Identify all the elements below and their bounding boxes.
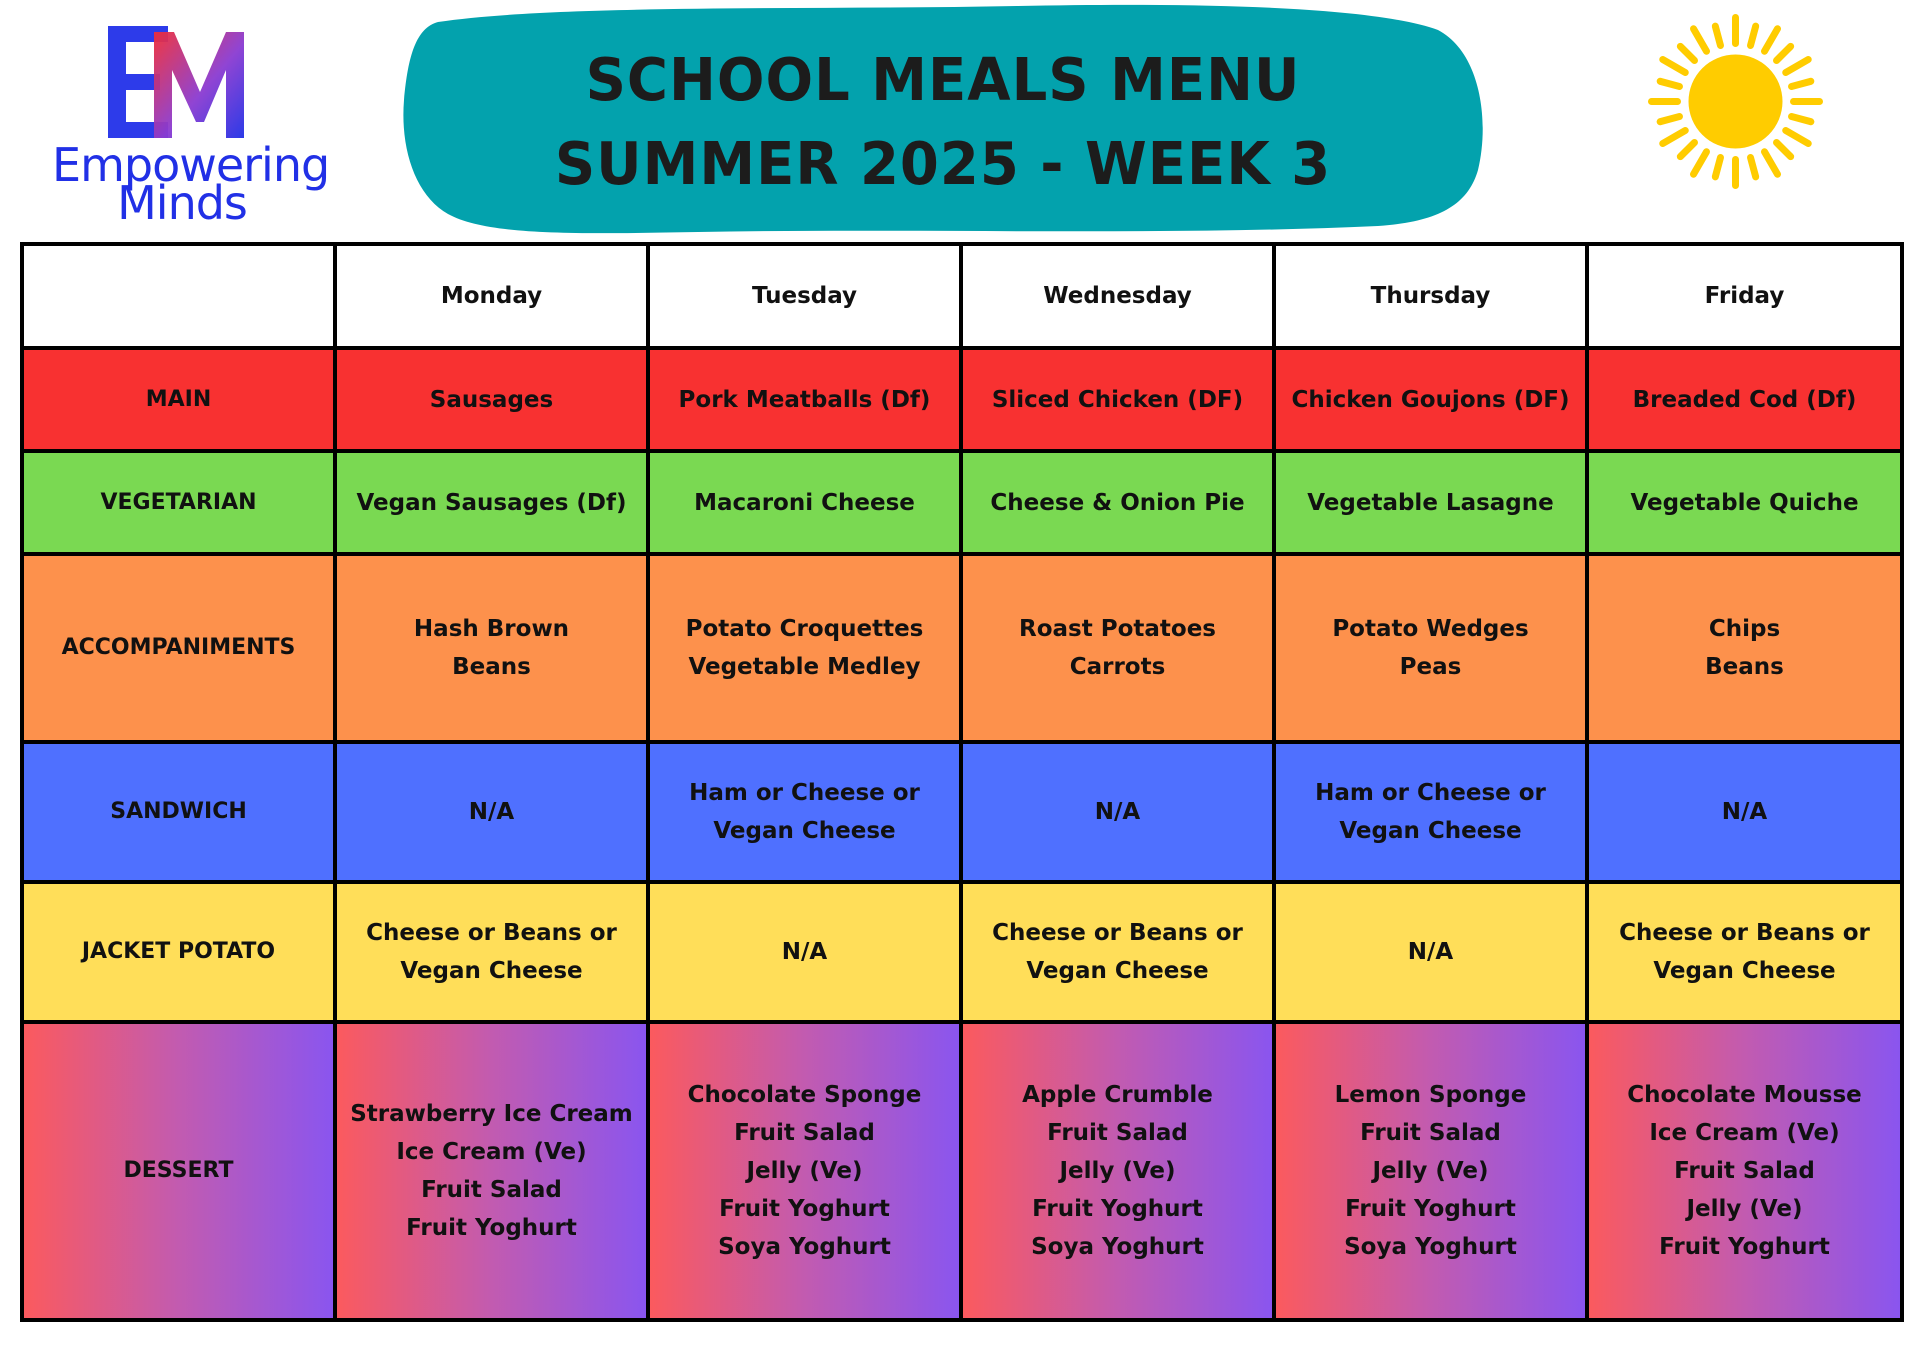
cell-main-wednesday <box>961 348 1274 451</box>
menu-item-line: Fruit Yoghurt <box>1659 1234 1830 1260</box>
cell-dessert-monday <box>335 1022 648 1320</box>
day-header-monday: Monday <box>335 244 648 348</box>
sun-ray <box>1694 152 1707 175</box>
cell-sandwich-tuesday <box>648 742 961 882</box>
brush-stroke-background <box>398 0 1488 236</box>
menu-item-line: Vegan Cheese <box>1026 958 1209 984</box>
logo-text-line1: Empowering <box>52 138 330 192</box>
cell-accompaniments-friday <box>1587 554 1902 742</box>
sun-ray <box>1715 26 1720 45</box>
menu-item-line: Strawberry Ice Cream <box>350 1101 633 1127</box>
menu-item-line: Fruit Yoghurt <box>1032 1196 1203 1222</box>
empowering-minds-logo <box>52 18 330 230</box>
cell-main-friday <box>1587 348 1902 451</box>
row-sandwich <box>22 742 1902 882</box>
menu-item-line: Vegetable Quiche <box>1630 489 1859 516</box>
row-jacket-potato <box>22 882 1902 1022</box>
sun-ray <box>1792 81 1811 86</box>
cell-jacket-potato-wednesday <box>961 882 1274 1022</box>
sun-ray <box>1751 26 1756 45</box>
menu-item-line: Vegan Cheese <box>1653 958 1836 984</box>
title-banner <box>398 0 1488 236</box>
sun-ray <box>1786 60 1809 73</box>
sun-icon <box>1648 14 1823 189</box>
page-title: SCHOOL MEALS MENU <box>585 46 1301 115</box>
menu-item-line: Jelly (Ve) <box>1686 1196 1803 1222</box>
sun-ray <box>1694 29 1707 52</box>
menu-item-line: Soya Yoghurt <box>718 1234 891 1260</box>
sun-ray <box>1777 143 1791 157</box>
header-row <box>22 244 1902 348</box>
cell-main-monday <box>335 348 648 451</box>
menu-item-line: Ice Cream (Ve) <box>396 1139 587 1165</box>
row-label-vegetarian: VEGETARIAN <box>22 451 335 554</box>
cell-sandwich-friday <box>1587 742 1902 882</box>
menu-item-line: Chocolate Mousse <box>1627 1082 1862 1108</box>
menu-item-line: Vegan Cheese <box>400 958 583 984</box>
sun-ray <box>1792 117 1811 122</box>
cell-vegetarian-friday <box>1587 451 1902 554</box>
menu-item-line: Vegetable Lasagne <box>1307 489 1554 516</box>
sun-ray <box>1765 152 1778 175</box>
menu-item-line: Cheese or Beans or <box>992 920 1243 946</box>
menu-item-line: Vegan Sausages (Df) <box>356 489 627 516</box>
menu-item-line: Cheese or Beans or <box>366 920 617 946</box>
sun-ray <box>1777 46 1791 60</box>
menu-item-line: Pork Meatballs (Df) <box>678 386 931 413</box>
cell-dessert-friday <box>1587 1022 1902 1320</box>
logo-text-line2: Minds <box>117 176 247 230</box>
menu-item-line: Vegetable Medley <box>688 654 921 680</box>
corner-cell <box>22 244 335 348</box>
cell-sandwich-monday <box>335 742 648 882</box>
menu-item-line: Chicken Goujons (DF) <box>1291 386 1570 413</box>
menu-item-line: Fruit Salad <box>1674 1158 1815 1184</box>
menu-table <box>20 242 1904 1322</box>
cell-jacket-potato-thursday <box>1274 882 1587 1022</box>
menu-item-line: Apple Crumble <box>1022 1082 1213 1108</box>
cell-accompaniments-tuesday <box>648 554 961 742</box>
cell-main-thursday <box>1274 348 1587 451</box>
menu-item-line: Breaded Cod (Df) <box>1632 386 1857 413</box>
cell-main-tuesday <box>648 348 961 451</box>
day-header-tuesday: Tuesday <box>648 244 961 348</box>
row-label-dessert: DESSERT <box>22 1022 335 1320</box>
menu-item-line: Soya Yoghurt <box>1344 1234 1517 1260</box>
menu-item-line: Carrots <box>1069 654 1166 680</box>
menu-item-line: Soya Yoghurt <box>1031 1234 1204 1260</box>
cell-accompaniments-monday <box>335 554 648 742</box>
menu-item-line: Lemon Sponge <box>1334 1082 1527 1108</box>
cell-sandwich-thursday <box>1274 742 1587 882</box>
menu-item-line: Beans <box>452 654 531 680</box>
menu-item-line: Jelly (Ve) <box>746 1158 863 1184</box>
row-label-main: MAIN <box>22 348 335 451</box>
menu-item-line: Fruit Yoghurt <box>1345 1196 1516 1222</box>
menu-item-line: Cheese or Beans or <box>1619 920 1870 946</box>
menu-item-line: Jelly (Ve) <box>1059 1158 1176 1184</box>
row-accompaniments <box>22 554 1902 742</box>
menu-item-line: Fruit Salad <box>1360 1120 1501 1146</box>
menu-item-line: Hash Brown <box>413 616 570 642</box>
cell-dessert-thursday <box>1274 1022 1587 1320</box>
menu-item-line: Sliced Chicken (DF) <box>991 386 1244 413</box>
cell-vegetarian-monday <box>335 451 648 554</box>
menu-item-line: Ham or Cheese or <box>689 780 920 806</box>
menu-item-line: Sausages <box>429 386 554 413</box>
menu-item-line: Beans <box>1705 654 1784 680</box>
sun-ray <box>1663 60 1686 73</box>
sun-ray <box>1663 131 1686 144</box>
menu-item-line: Chocolate Sponge <box>687 1082 922 1108</box>
em-logo-mark-icon <box>98 18 248 150</box>
menu-item-line: Fruit Yoghurt <box>406 1215 577 1241</box>
menu-item-line: Vegan Cheese <box>713 818 896 844</box>
sun-ray <box>1786 131 1809 144</box>
menu-item-line: N/A <box>1094 799 1141 825</box>
cell-jacket-potato-monday <box>335 882 648 1022</box>
cell-vegetarian-wednesday <box>961 451 1274 554</box>
cell-jacket-potato-tuesday <box>648 882 961 1022</box>
menu-item-line: N/A <box>1721 799 1768 825</box>
sun-ray <box>1660 117 1679 122</box>
menu-item-line: N/A <box>468 799 515 825</box>
sun-ray <box>1715 158 1720 177</box>
menu-item-line: Vegan Cheese <box>1339 818 1522 844</box>
cell-sandwich-wednesday <box>961 742 1274 882</box>
day-header-wednesday: Wednesday <box>961 244 1274 348</box>
row-vegetarian <box>22 451 1902 554</box>
menu-item-line: Potato Wedges <box>1332 616 1529 642</box>
cell-dessert-tuesday <box>648 1022 961 1320</box>
menu-item-line: Fruit Salad <box>1047 1120 1188 1146</box>
menu-item-line: Potato Croquettes <box>685 616 924 642</box>
menu-item-line: Cheese & Onion Pie <box>990 489 1245 516</box>
sun-ray <box>1680 143 1694 157</box>
sun-ray <box>1765 29 1778 52</box>
row-label-accompaniments: ACCOMPANIMENTS <box>22 554 335 742</box>
row-label-sandwich: SANDWICH <box>22 742 335 882</box>
sun-ray <box>1660 81 1679 86</box>
menu-item-line: Roast Potatoes <box>1019 616 1216 642</box>
cell-dessert-wednesday <box>961 1022 1274 1320</box>
menu-item-line: Fruit Salad <box>421 1177 562 1203</box>
menu-item-line: N/A <box>1407 939 1454 965</box>
menu-item-line: Chips <box>1708 616 1781 642</box>
menu-item-line: Fruit Yoghurt <box>719 1196 890 1222</box>
cell-accompaniments-wednesday <box>961 554 1274 742</box>
cell-accompaniments-thursday <box>1274 554 1587 742</box>
row-main <box>22 348 1902 451</box>
day-header-thursday: Thursday <box>1274 244 1587 348</box>
cell-vegetarian-thursday <box>1274 451 1587 554</box>
day-header-friday: Friday <box>1587 244 1902 348</box>
cell-jacket-potato-friday <box>1587 882 1902 1022</box>
menu-item-line: Jelly (Ve) <box>1372 1158 1489 1184</box>
menu-item-line: Ham or Cheese or <box>1315 780 1546 806</box>
menu-item-line: Fruit Salad <box>734 1120 875 1146</box>
menu-item-line: Ice Cream (Ve) <box>1649 1120 1840 1146</box>
menu-item-line: Peas <box>1399 654 1462 680</box>
sun-ray <box>1751 158 1756 177</box>
row-dessert <box>22 1022 1902 1320</box>
menu-item-line: Macaroni Cheese <box>694 489 915 516</box>
menu-item-line: N/A <box>781 939 828 965</box>
cell-vegetarian-tuesday <box>648 451 961 554</box>
page-subtitle: SUMMER 2025 - WEEK 3 <box>554 130 1332 199</box>
sun-ray <box>1680 46 1694 60</box>
row-label-jacket-potato: JACKET POTATO <box>22 882 335 1022</box>
